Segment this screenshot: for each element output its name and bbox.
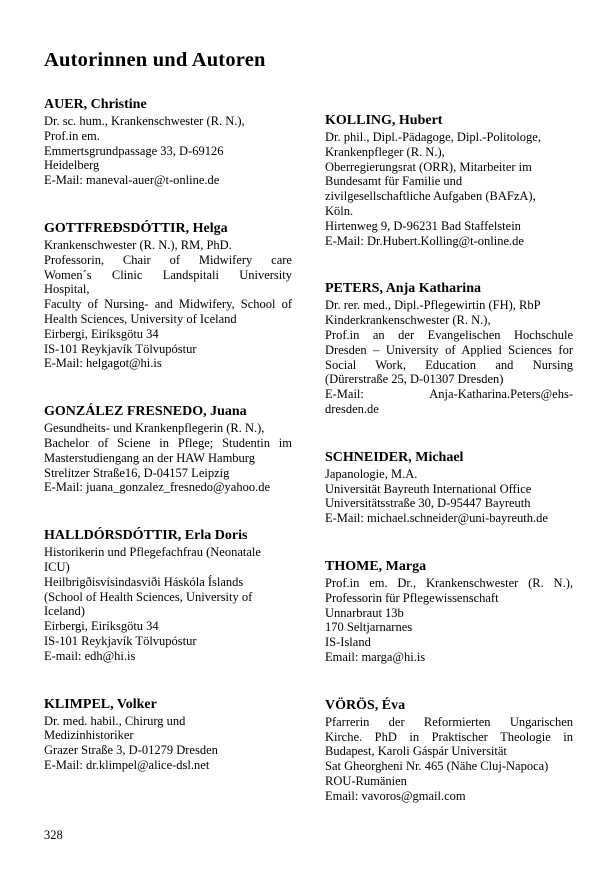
author-detail-line: Professorin für Pflegewissenschaft bbox=[325, 590, 499, 605]
author-detail-line: E-Mail: maneval-auer@t-online.de bbox=[44, 173, 220, 188]
author-detail-line: E-Mail: michael.schneider@uni-bayreuth.de bbox=[325, 511, 548, 526]
author-detail-line: Email: vavoros@gmail.com bbox=[325, 788, 466, 803]
author-name: THOME, Marga bbox=[325, 558, 427, 574]
author-detail-line: 170 Seltjarnarnes bbox=[325, 620, 413, 635]
author-detail-line: Krankenschwester (R. N.), RM, PhD. bbox=[44, 237, 232, 252]
author-entry bbox=[44, 527, 292, 663]
author-detail-line: Universität Bayreuth International Office bbox=[325, 481, 532, 496]
author-detail-line: Bachelor of Sciene in Pflege; Studentin im bbox=[44, 435, 292, 450]
author-detail-line: ROU-Rumänien bbox=[325, 773, 407, 788]
author-detail-line: Pfarrerin der Reformierten Ungarischen bbox=[325, 714, 573, 729]
author-columns bbox=[44, 96, 573, 836]
page-number: 328 bbox=[44, 828, 63, 842]
author-entry bbox=[325, 449, 573, 526]
author-detail-line: E-Mail: helgagot@hi.is bbox=[44, 356, 162, 371]
author-detail-line: Prof.in an der Evangelischen Hochschule bbox=[325, 327, 573, 342]
author-detail-line: Budapest, Karoli Gáspár Universität bbox=[325, 744, 507, 759]
author-detail-line: Prof.in em. Dr., Krankenschwester (R. N.), bbox=[325, 575, 573, 590]
author-detail-line: Dr. rer. med., Dipl.-Pflegewirtin (FH), RbP bbox=[325, 298, 541, 313]
author-detail-line: Krankenpfleger (R. N.), bbox=[325, 144, 445, 159]
author-detail-line: Grazer Straße 3, D-01279 Dresden bbox=[44, 743, 218, 758]
author-name: PETERS, Anja Katharina bbox=[325, 281, 481, 297]
author-detail-line: E-Mail: Anja-Katharina.Peters@ehs- bbox=[325, 387, 573, 402]
author-detail-line: IS-Island bbox=[325, 635, 371, 650]
author-detail-line: Historikerin und Pflegefachfrau (Neonatale bbox=[44, 545, 261, 560]
author-detail-line: (Dürerstraße 25, D-01307 Dresden) bbox=[325, 372, 504, 387]
column-right bbox=[325, 96, 573, 836]
author-detail-line: Oberregierungsrat (ORR), Mitarbeiter im bbox=[325, 159, 532, 174]
author-entry bbox=[44, 403, 292, 495]
author-detail-line: Kirche. PhD in Praktischer Theologie in bbox=[325, 729, 573, 744]
author-detail-line: E-mail: edh@hi.is bbox=[44, 648, 136, 663]
author-name: HALLDÓRSDÓTTIR, Erla Doris bbox=[44, 528, 248, 544]
author-detail-line: (School of Health Sciences, University of bbox=[44, 589, 253, 604]
author-detail-line: zivilgesellschaftliche Aufgaben (BAFzA), bbox=[325, 189, 536, 204]
author-detail-line: Heilbrigðisvísindasviði Háskóla Íslands bbox=[44, 574, 244, 589]
page-title: Autorinnen und Autoren bbox=[44, 49, 266, 71]
author-detail-line: Health Sciences, University of Iceland bbox=[44, 311, 237, 326]
author-name: GOTTFREÐSDÓTTIR, Helga bbox=[44, 220, 228, 236]
author-detail-line: Bundesamt für Familie und bbox=[325, 174, 463, 189]
author-detail-line: ICU) bbox=[44, 559, 70, 574]
author-entry bbox=[325, 558, 573, 665]
author-detail-line: Unnarbraut 13b bbox=[325, 605, 404, 620]
author-detail-line: IS-101 Reykjavík Tölvupóstur bbox=[44, 341, 197, 356]
author-name: KOLLING, Hubert bbox=[325, 113, 443, 128]
author-name: AUER, Christine bbox=[44, 97, 147, 112]
author-detail-line: Social Work, Education and Nursing bbox=[325, 357, 573, 372]
author-detail-line: E-Mail: dr.klimpel@alice-dsl.net bbox=[44, 757, 210, 772]
author-detail-line: IS-101 Reykjavík Tölvupóstur bbox=[44, 633, 197, 648]
author-detail-line: Prof.in em. bbox=[44, 128, 100, 143]
author-detail-line: Universitätsstraße 30, D-95447 Bayreuth bbox=[325, 496, 531, 511]
author-detail-line: Iceland) bbox=[44, 604, 85, 619]
author-entry bbox=[325, 112, 573, 248]
author-detail-line: E-Mail: juana_gonzalez_fresnedo@yahoo.de bbox=[44, 480, 271, 495]
author-detail-line: Hospital, bbox=[44, 282, 90, 297]
author-detail-line: Gesundheits- und Krankenpflegerin (R. N.), bbox=[44, 421, 265, 436]
author-detail-line: Dr. phil., Dipl.-Pädagoge, Dipl.-Politologe, bbox=[325, 130, 541, 144]
author-detail-line: dresden.de bbox=[325, 401, 379, 416]
author-detail-line: Hirtenweg 9, D-96231 Bad Staffelstein bbox=[325, 218, 521, 233]
author-detail-line: Eirbergi, Eiríksgötu 34 bbox=[44, 326, 159, 341]
author-detail-line: Strelitzer Straße16, D-04157 Leipzig bbox=[44, 465, 230, 480]
author-detail-line: Kinderkrankenschwester (R. N.), bbox=[325, 313, 491, 328]
author-name: VÖRÖS, Éva bbox=[325, 697, 406, 713]
author-detail-line: E-Mail: Dr.Hubert.Kolling@t-online.de bbox=[325, 233, 524, 248]
author-name: SCHNEIDER, Michael bbox=[325, 449, 464, 465]
author-detail-line: Dr. sc. hum., Krankenschwester (R. N.), bbox=[44, 114, 245, 128]
author-detail-line: Köln. bbox=[325, 203, 354, 218]
author-detail-line: Masterstudiengang an der HAW Hamburg bbox=[44, 450, 255, 465]
author-entry bbox=[44, 696, 292, 773]
author-entry bbox=[325, 697, 573, 804]
author-entry bbox=[44, 220, 292, 371]
author-detail-line: Professorin, Chair of Midwifery care bbox=[44, 252, 292, 267]
author-name: KLIMPEL, Volker bbox=[44, 696, 157, 712]
author-detail-line: Dresden – University of Applied Sciences for bbox=[325, 342, 573, 357]
author-detail-line: Medizinhistoriker bbox=[44, 728, 134, 743]
author-detail-line: Eirbergi, Eiríksgötu 34 bbox=[44, 619, 159, 634]
author-detail-line: Emmertsgrundpassage 33, D-69126 bbox=[44, 143, 224, 158]
author-entry bbox=[44, 96, 292, 188]
author-detail-line: Japanologie, M.A. bbox=[325, 466, 418, 481]
author-name: GONZÁLEZ FRESNEDO, Juana bbox=[44, 404, 247, 420]
author-detail-line: Sat Gheorgheni Nr. 465 (Nähe Cluj-Napoca) bbox=[325, 759, 549, 774]
author-entry bbox=[325, 280, 573, 416]
author-detail-line: Email: marga@hi.is bbox=[325, 649, 426, 664]
author-detail-line: Faculty of Nursing- and Midwifery, School of bbox=[44, 297, 292, 312]
column-left bbox=[44, 96, 292, 805]
author-detail-line: Dr. med. habil., Chirurg und bbox=[44, 713, 186, 728]
author-detail-line: Women´s Clinic Landspitali University bbox=[44, 267, 292, 282]
author-detail-line: Heidelberg bbox=[44, 158, 100, 173]
